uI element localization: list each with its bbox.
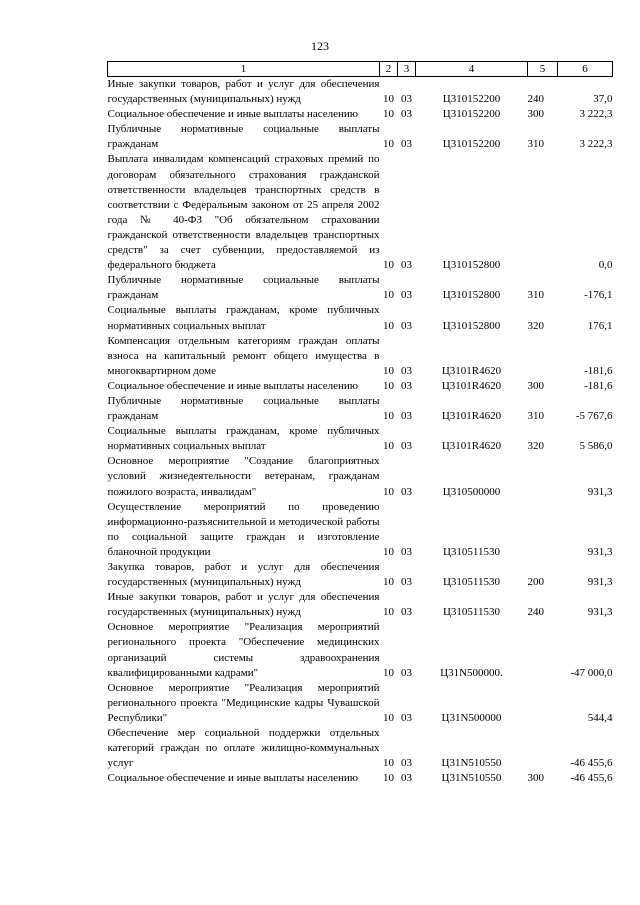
row-section: 10 <box>383 259 394 272</box>
row-expense-type: 200 <box>527 576 544 589</box>
table-header-row <box>108 62 613 77</box>
row-description: Закупка товаров, работ и услуг для обеспечения государственных (муниципальных) нужд <box>107 561 380 589</box>
row-subsection: 03 <box>401 289 412 302</box>
row-description: Публичные нормативные социальные выплаты гражданам <box>107 123 380 151</box>
row-description: Социальное обеспечение и иные выплаты населению <box>107 772 359 785</box>
row-expense-type <box>528 681 558 726</box>
row-amount: -5 767,6 <box>575 410 613 423</box>
row-subsection: 03 <box>401 259 412 272</box>
row-subsection: 03 <box>401 364 412 377</box>
row-subsection: 03 <box>401 545 412 558</box>
row-target-code: Ц3101R4620 <box>441 364 502 377</box>
table-row <box>108 771 613 786</box>
row-description: Социальное обеспечение и иные выплаты населению <box>107 379 359 392</box>
row-description: Социальное обеспечение и иные выплаты населению <box>107 108 359 121</box>
row-amount: 176,1 <box>587 319 613 332</box>
row-expense-type: 310 <box>527 289 544 302</box>
table-row <box>108 122 613 152</box>
row-description: Выплата инвалидам компенсаций страховых премий по договорам обязательного страхования гражданской ответственности владельцев транспортных средств в соответствии с Федеральным законом от 25 апреля 2002 года № 40-ФЗ "Об обязательном страховании гражданской ответственности владельцев транспортных средств" за счет субвенции, предоставляемой из федерального бюджета <box>107 153 380 272</box>
row-expense-type: 300 <box>527 379 544 392</box>
row-subsection: 03 <box>401 666 412 679</box>
row-section: 10 <box>383 545 394 558</box>
row-section: 10 <box>383 485 394 498</box>
row-expense-type: 310 <box>527 138 544 151</box>
column-number-6: 6 <box>558 62 613 77</box>
row-amount: 544,4 <box>587 711 613 724</box>
row-amount: 5 586,0 <box>579 440 613 453</box>
row-target-code: Ц31N500000. <box>440 666 503 679</box>
table-row <box>108 273 613 303</box>
row-subsection: 03 <box>401 711 412 724</box>
row-amount: -47 000,0 <box>570 666 613 679</box>
row-subsection: 03 <box>401 93 412 106</box>
row-amount: -181,6 <box>584 379 613 392</box>
row-expense-type: 240 <box>527 93 544 106</box>
row-amount: -176,1 <box>584 289 613 302</box>
row-target-code: Ц31N500000 <box>441 711 502 724</box>
table-row <box>108 379 613 394</box>
row-target-code: Ц3101R4620 <box>441 379 502 392</box>
row-subsection: 03 <box>401 485 412 498</box>
table-row <box>108 334 613 379</box>
table-row <box>108 590 613 620</box>
row-subsection: 03 <box>401 757 412 770</box>
row-target-code: Ц310152800 <box>442 289 501 302</box>
row-amount: 0,0 <box>598 259 613 272</box>
row-subsection: 03 <box>401 576 412 589</box>
row-target-code: Ц310152200 <box>442 108 501 121</box>
row-target-code: Ц31N510550 <box>441 757 502 770</box>
row-expense-type: 320 <box>527 440 544 453</box>
column-number-4: 4 <box>416 62 528 77</box>
row-section: 10 <box>383 410 394 423</box>
row-description: Публичные нормативные социальные выплаты гражданам <box>107 274 380 302</box>
table-row <box>108 77 613 108</box>
row-expense-type <box>528 152 558 273</box>
row-expense-type <box>528 454 558 499</box>
row-target-code: Ц310511530 <box>442 545 501 558</box>
row-subsection: 03 <box>401 410 412 423</box>
row-section: 10 <box>383 364 394 377</box>
row-target-code: Ц310511530 <box>442 576 501 589</box>
row-expense-type <box>528 334 558 379</box>
row-amount: 3 222,3 <box>579 138 613 151</box>
table-row <box>108 107 613 122</box>
table-row <box>108 500 613 560</box>
row-subsection: 03 <box>401 606 412 619</box>
row-expense-type: 300 <box>527 772 544 785</box>
row-amount: 931,3 <box>587 606 613 619</box>
row-description: Основное мероприятие "Реализация мероприятий регионального проекта "Обеспечение медицинских организаций системы здравоохранения квалифицированными кадрами" <box>107 621 380 679</box>
row-target-code: Ц31N510550 <box>441 772 502 785</box>
row-subsection: 03 <box>401 379 412 392</box>
row-target-code: Ц310152800 <box>442 259 501 272</box>
row-expense-type: 310 <box>527 410 544 423</box>
column-number-2: 2 <box>380 62 398 77</box>
row-section: 10 <box>383 93 394 106</box>
row-section: 10 <box>383 289 394 302</box>
row-subsection: 03 <box>401 319 412 332</box>
row-target-code: Ц310511530 <box>442 606 501 619</box>
row-section: 10 <box>383 666 394 679</box>
row-expense-type <box>528 620 558 680</box>
row-expense-type <box>528 726 558 771</box>
row-amount: -181,6 <box>584 364 613 377</box>
row-subsection: 03 <box>401 772 412 785</box>
row-expense-type: 300 <box>527 108 544 121</box>
row-section: 10 <box>383 440 394 453</box>
row-description: Социальные выплаты гражданам, кроме публичных нормативных социальных выплат <box>107 425 380 453</box>
table-row <box>108 560 613 590</box>
table-row <box>108 726 613 771</box>
row-section: 10 <box>383 138 394 151</box>
row-section: 10 <box>383 319 394 332</box>
row-section: 10 <box>383 757 394 770</box>
column-number-5: 5 <box>528 62 558 77</box>
column-number-1: 1 <box>108 62 380 77</box>
row-description: Публичные нормативные социальные выплаты гражданам <box>107 394 380 423</box>
row-section: 10 <box>383 576 394 589</box>
row-target-code: Ц310152200 <box>442 93 501 106</box>
table-row <box>108 394 613 424</box>
row-subsection: 03 <box>401 108 412 121</box>
row-description: Иные закупки товаров, работ и услуг для обеспечения государственных (муниципальных) нужд <box>107 78 380 106</box>
column-number-3: 3 <box>398 62 416 77</box>
table-row <box>108 454 613 499</box>
row-amount: 3 222,3 <box>579 108 613 121</box>
row-section: 10 <box>383 379 394 392</box>
row-description: Иные закупки товаров, работ и услуг для обеспечения государственных (муниципальных) нужд <box>107 591 380 619</box>
row-amount: -46 455,6 <box>570 757 613 770</box>
row-target-code: Ц3101R4620 <box>441 410 502 423</box>
row-section: 10 <box>383 606 394 619</box>
row-amount: 37,0 <box>593 93 613 106</box>
row-amount: 931,3 <box>587 485 613 498</box>
row-target-code: Ц310152800 <box>442 319 501 332</box>
row-description: Обеспечение мер социальной поддержки отдельных категорий граждан по оплате жилищно-коммунальных услуг <box>107 727 380 770</box>
table-row <box>108 152 613 273</box>
row-expense-type: 320 <box>527 319 544 332</box>
row-expense-type: 240 <box>527 606 544 619</box>
table-row <box>108 303 613 333</box>
row-description: Осуществление мероприятий по проведению информационно-разъяснительной и методической работы по социальной защите граждан и изготовление бланочной продукции <box>107 500 380 558</box>
row-amount: 931,3 <box>587 576 613 589</box>
row-section: 10 <box>383 108 394 121</box>
row-target-code: Ц310500000 <box>442 485 501 498</box>
row-description: Компенсация отдельным категориям граждан оплаты взноса на капитальный ремонт общего имущества в многоквартирном доме <box>107 334 380 377</box>
table-row <box>108 620 613 680</box>
table-row <box>108 424 613 454</box>
row-subsection: 03 <box>401 440 412 453</box>
row-amount: -46 455,6 <box>570 772 613 785</box>
row-description: Основное мероприятие "Создание благоприятных условий жизнедеятельности ветеранам, гражданам пожилого возраста, инвалидам" <box>107 455 380 498</box>
row-section: 10 <box>383 711 394 724</box>
row-description: Основное мероприятие "Реализация мероприятий регионального проекта "Медицинские кадры Чувашской Республики" <box>107 681 380 724</box>
row-amount: 931,3 <box>587 545 613 558</box>
row-target-code: Ц3101R4620 <box>441 440 502 453</box>
row-subsection: 03 <box>401 138 412 151</box>
page-number: 123 <box>311 39 329 53</box>
row-description: Социальные выплаты гражданам, кроме публичных нормативных социальных выплат <box>107 304 380 332</box>
budget-table <box>107 61 613 786</box>
row-section: 10 <box>383 772 394 785</box>
row-expense-type <box>528 500 558 560</box>
row-target-code: Ц310152200 <box>442 138 501 151</box>
table-row <box>108 681 613 726</box>
